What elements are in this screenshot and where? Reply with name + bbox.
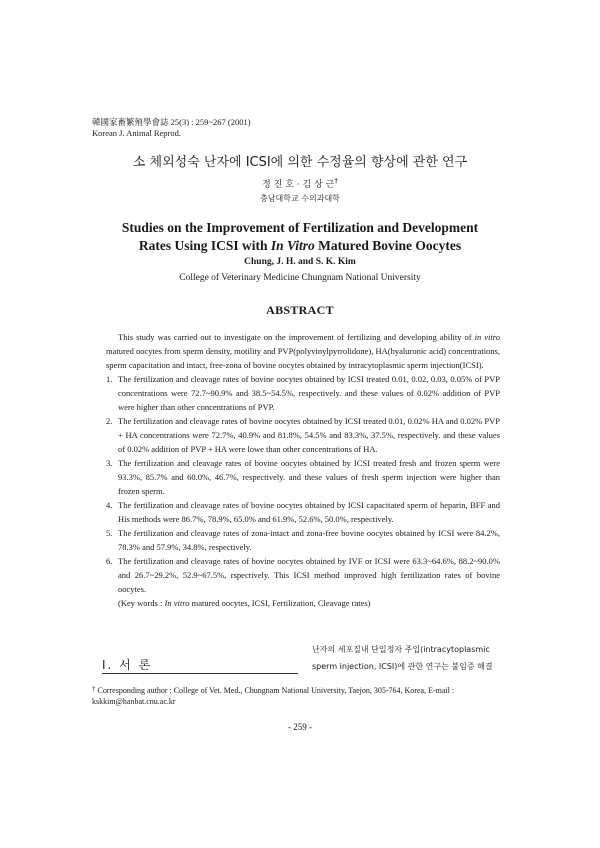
result-text: The fertilization and cleavage rates of zona-intact and zona-free bovine oocytes obtained by ICSI were 84.2%, 78.3% and 57.9%, 34.8%, respectively. [118, 528, 500, 552]
english-title-line1: Studies on the Improvement of Fertilization and Development [121, 220, 479, 235]
korean-authors [0, 177, 600, 190]
result-text: The fertilization and cleavage rates of bovine oocytes obtained by IVF or ICSI were 63.3~64.6%, 88.2~90.0% and 26.7~29.2%, 52.9~67.5%, rspectively. This ICSI method improved high fertilization rates of bovine oocytes. [118, 556, 500, 594]
result-item [106, 498, 500, 526]
keywords-italic: In vitro [164, 598, 190, 608]
english-title-part: Matured Bovine Oocytes [314, 238, 462, 253]
result-text: The fertilization and cleavage rates of bovine oocytes obtained by ICSI treated fresh and frozen sperm were 93.3%, 85.7% and 60.0%, 46.7%, respectively. and these values of fresh sperm injection were higher than frozen sperm. [118, 458, 500, 496]
result-number: 3. [106, 458, 113, 468]
english-title-italic: In Vitro [270, 238, 315, 253]
footnote-text: Corresponding author : College of Vet. Med., Chungnam National University, Taejon, 305-764, Korea, E-mail : kskkim@hanbat.cnu.ac.kr [92, 686, 455, 706]
journal-line-english: Korean J. Animal Reprod. [92, 128, 181, 138]
korean-title: 소 체외성숙 난자에 ICSI에 의한 수정율의 향상에 관한 연구 [132, 155, 468, 170]
section-heading-introduction: Ⅰ. 서 론 [102, 658, 153, 672]
results-list [106, 372, 500, 596]
abstract-intro-italic: in vitro [474, 332, 500, 342]
result-number: 5. [106, 528, 113, 538]
journal-line-korean: 韓國家畜繁殖學會誌 25(3) : 259~267 (2001) [92, 117, 251, 127]
result-number: 1. [106, 374, 113, 384]
result-text: The fertilization and cleavage rates of bovine oocytes obtained by ICSI treated 0.01, 0.02, 0.03, 0.05% of PVP concentrations were 72.7~90.9% and 38.5~54.5%, respectively. and these values of 0.02% addition of PVP were higher than other concentrations of PVP. [118, 374, 500, 412]
introduction-paragraph [312, 641, 500, 675]
result-number: 4. [106, 500, 113, 510]
korean-author-names: 정 진 호 · 김 상 근 [262, 180, 335, 190]
result-item [106, 414, 500, 456]
result-item [106, 372, 500, 414]
english-authors: Chung, J. H. and S. K. Kim [244, 257, 356, 267]
footnote [92, 684, 512, 707]
result-text: The fertilization and cleavage rates of bovine oocytes obtained by ICSI capacitated sperm of heparin, BFF and His methods were 86.7%, 78.9%, 65.0% and 61.9%, 52.6%, 50.0%, respectively. [118, 500, 500, 524]
keywords-text: (Key words : [118, 598, 165, 608]
page-number: - 259 - [288, 722, 312, 732]
introduction-line: sperm injection, ICSI)에 관한 연구는 불임증 해결 [312, 662, 493, 671]
english-title-part: Rates Using ICSI with [138, 238, 271, 253]
result-text: The fertilization and cleavage rates of bovine oocytes obtained by ICSI treated 0.01, 0.02% HA and 0.02% PVP + HA concentrations were 72.7%, 40.9% and 81.8%, 54.5% and 83.3%, 37.5%, respectively. and these values of 0.02% addition of PVP + HA were lowe than other concentrations of HA. [118, 416, 500, 454]
english-title-line2 [0, 237, 600, 255]
result-number: 6. [106, 556, 113, 566]
keywords [106, 596, 500, 610]
abstract-intro [106, 330, 500, 372]
korean-affiliation: 충남대학교 수의과대학 [260, 194, 340, 203]
section-divider [102, 673, 298, 674]
result-item [106, 554, 500, 596]
footnote-mark: † [92, 685, 96, 693]
result-item [106, 456, 500, 498]
abstract-intro-text: This study was carried out to investigate on the improvement of fertilizing and developing ability of [118, 332, 475, 342]
abstract-heading: ABSTRACT [266, 303, 334, 317]
corresponding-mark: † [334, 177, 338, 185]
abstract-intro-text: matured oocytes from sperm density, motility and PVP(polyvinylpyrrolidone), HA(hyaluronic acid) concentrations, sperm capacitation and intact, free-zona of bovine oocytes obtained by intracytoplasmic sperm injection(ICSI). [106, 346, 500, 370]
english-title [0, 219, 600, 255]
result-number: 2. [106, 416, 113, 426]
introduction-line: 난자의 세포질내 단일정자 주입(intracytoplasmic [312, 645, 490, 654]
keywords-text: matured oocytes, ICSI, Fertilization, Cleavage rates) [189, 598, 371, 608]
journal-citation [92, 117, 251, 139]
english-affiliation: College of Veterinary Medicine Chungnam National University [179, 273, 421, 283]
abstract-body [106, 330, 500, 610]
result-item [106, 526, 500, 554]
